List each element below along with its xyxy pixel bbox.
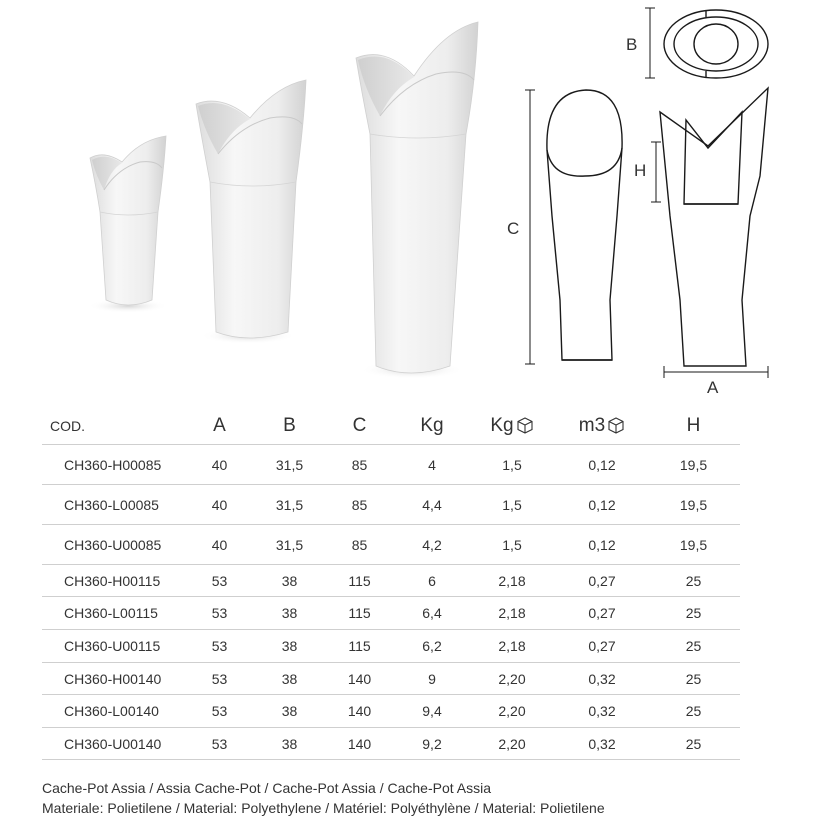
cell-kg: 9,4 xyxy=(397,695,467,728)
cell-cod: CH360-L00115 xyxy=(42,597,182,630)
table-row xyxy=(42,663,740,695)
table-row xyxy=(42,630,740,663)
dimension-h-label: H xyxy=(634,161,647,180)
header-m3-package-label: m3 xyxy=(578,415,606,436)
cell-kg: 6,4 xyxy=(397,597,467,630)
table-row xyxy=(42,485,740,525)
cell-h: 25 xyxy=(647,695,740,728)
front-view-outline xyxy=(547,90,622,360)
cell-b: 38 xyxy=(257,630,322,663)
dimension-c-label: C xyxy=(507,219,520,238)
table-row xyxy=(42,597,740,630)
cell-h: 19,5 xyxy=(647,445,740,485)
header-m3-package xyxy=(557,408,647,445)
header-c: C xyxy=(322,408,397,445)
cell-cod: CH360-H00140 xyxy=(42,663,182,695)
top-view-outline xyxy=(664,10,768,78)
cell-h: 25 xyxy=(647,565,740,597)
cell-a: 53 xyxy=(182,663,257,695)
table-header-row xyxy=(42,408,740,445)
technical-drawing xyxy=(0,0,821,400)
cell-cod: CH360-U00140 xyxy=(42,728,182,760)
cell-b: 38 xyxy=(257,597,322,630)
cell-cod: CH360-H00085 xyxy=(42,445,182,485)
material-line: Materiale: Polietilene / Material: Polyethylene / Matériel: Polyéthylène / Material: Polietilene xyxy=(42,800,605,816)
cell-c: 140 xyxy=(322,663,397,695)
header-h: H xyxy=(647,408,740,445)
cell-b: 31,5 xyxy=(257,525,322,565)
cell-m3-package: 0,12 xyxy=(557,445,647,485)
cell-kg: 6 xyxy=(397,565,467,597)
cell-a: 53 xyxy=(182,695,257,728)
product-description xyxy=(42,778,605,818)
package-box-icon xyxy=(516,417,534,435)
table-row xyxy=(42,695,740,728)
cell-m3-package: 0,12 xyxy=(557,525,647,565)
dimension-b-label: B xyxy=(626,35,638,54)
cell-kg: 4 xyxy=(397,445,467,485)
cell-m3-package: 0,32 xyxy=(557,695,647,728)
cell-b: 31,5 xyxy=(257,485,322,525)
table-row xyxy=(42,728,740,760)
header-a: A xyxy=(182,408,257,445)
table-row xyxy=(42,525,740,565)
cell-b: 31,5 xyxy=(257,445,322,485)
cell-cod: CH360-L00140 xyxy=(42,695,182,728)
cell-h: 25 xyxy=(647,630,740,663)
cell-a: 53 xyxy=(182,630,257,663)
cell-a: 40 xyxy=(182,445,257,485)
cell-kg-package: 2,20 xyxy=(467,728,557,760)
cell-m3-package: 0,32 xyxy=(557,728,647,760)
dimension-a xyxy=(664,366,768,378)
cell-kg-package: 1,5 xyxy=(467,485,557,525)
cell-a: 53 xyxy=(182,728,257,760)
cell-h: 19,5 xyxy=(647,485,740,525)
cell-a: 40 xyxy=(182,485,257,525)
cell-c: 115 xyxy=(322,565,397,597)
cell-m3-package: 0,12 xyxy=(557,485,647,525)
dimension-b xyxy=(645,8,655,78)
side-view-outline xyxy=(660,88,768,366)
cell-h: 19,5 xyxy=(647,525,740,565)
cell-a: 53 xyxy=(182,597,257,630)
dimension-a-label: A xyxy=(707,378,719,397)
header-b: B xyxy=(257,408,322,445)
cell-b: 38 xyxy=(257,728,322,760)
cell-c: 140 xyxy=(322,728,397,760)
cell-kg-package: 2,18 xyxy=(467,597,557,630)
cell-kg-package: 2,20 xyxy=(467,663,557,695)
cell-kg: 9 xyxy=(397,663,467,695)
cell-kg: 9,2 xyxy=(397,728,467,760)
cell-c: 115 xyxy=(322,597,397,630)
cell-cod: CH360-H00115 xyxy=(42,565,182,597)
cell-b: 38 xyxy=(257,695,322,728)
cell-a: 40 xyxy=(182,525,257,565)
cell-c: 85 xyxy=(322,525,397,565)
table-row xyxy=(42,565,740,597)
dimension-c xyxy=(525,90,535,364)
cell-h: 25 xyxy=(647,597,740,630)
cell-kg-package: 2,18 xyxy=(467,630,557,663)
cell-kg: 6,2 xyxy=(397,630,467,663)
cell-h: 25 xyxy=(647,728,740,760)
header-kg-package xyxy=(467,408,557,445)
dimension-h xyxy=(651,142,661,202)
cell-kg-package: 2,20 xyxy=(467,695,557,728)
cell-m3-package: 0,27 xyxy=(557,565,647,597)
cell-m3-package: 0,32 xyxy=(557,663,647,695)
cell-cod: CH360-L00085 xyxy=(42,485,182,525)
cell-b: 38 xyxy=(257,663,322,695)
package-box-icon xyxy=(607,417,625,435)
cell-a: 53 xyxy=(182,565,257,597)
cell-h: 25 xyxy=(647,663,740,695)
cell-m3-package: 0,27 xyxy=(557,630,647,663)
header-kg: Kg xyxy=(397,408,467,445)
cell-c: 85 xyxy=(322,485,397,525)
product-name-line: Cache-Pot Assia / Assia Cache-Pot / Cache-Pot Assia / Cache-Pot Assia xyxy=(42,780,491,796)
cell-kg-package: 1,5 xyxy=(467,445,557,485)
header-kg-package-label: Kg xyxy=(490,415,514,436)
table-row xyxy=(42,445,740,485)
cell-kg-package: 1,5 xyxy=(467,525,557,565)
cell-b: 38 xyxy=(257,565,322,597)
header-cod: COD. xyxy=(42,408,182,445)
spec-table xyxy=(42,408,740,760)
cell-kg: 4,4 xyxy=(397,485,467,525)
cell-m3-package: 0,27 xyxy=(557,597,647,630)
cell-c: 115 xyxy=(322,630,397,663)
cell-cod: CH360-U00115 xyxy=(42,630,182,663)
cell-kg: 4,2 xyxy=(397,525,467,565)
cell-c: 140 xyxy=(322,695,397,728)
cell-cod: CH360-U00085 xyxy=(42,525,182,565)
cell-kg-package: 2,18 xyxy=(467,565,557,597)
cell-c: 85 xyxy=(322,445,397,485)
